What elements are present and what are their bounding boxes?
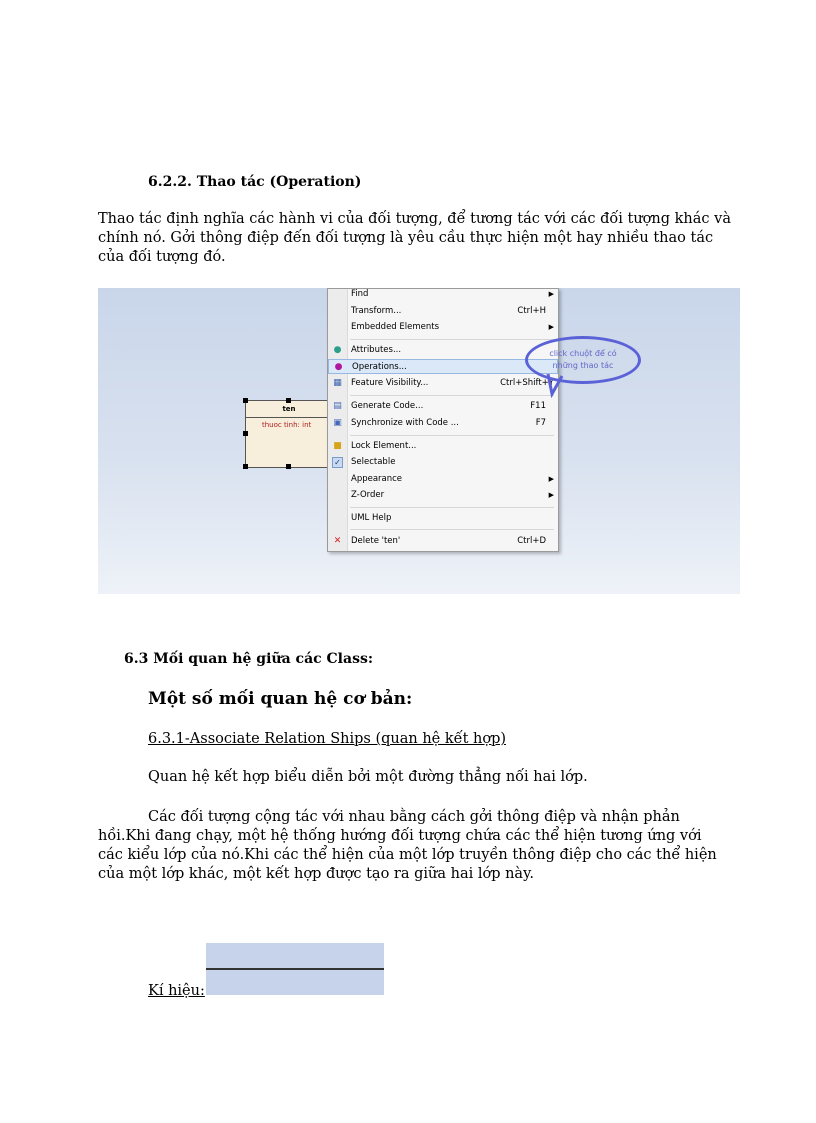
callout-line: click chuột để có <box>549 349 617 358</box>
menu-item-shortcut: F7 <box>535 418 546 428</box>
menu-item-z-order[interactable] <box>328 488 558 503</box>
menu-item-lock-element[interactable] <box>328 439 558 454</box>
menu-item-transform[interactable] <box>328 304 558 319</box>
menu-item-shortcut: F11 <box>530 401 546 411</box>
menu-item-feature-visibility[interactable] <box>328 376 558 391</box>
resize-handle <box>243 398 248 403</box>
symbol-label: Kí hiệu: <box>148 983 205 999</box>
collab-line: của một lớp khác, một kết hợp được tạo ra giữa hai lớp này. <box>98 866 534 882</box>
menu-item-embedded-elements[interactable] <box>328 320 558 335</box>
synchronize-icon: ▣ <box>333 418 342 428</box>
menu-item-label: Transform... <box>351 306 402 316</box>
collab-line: các kiểu lớp của nó.Khi các thể hiện của một lớp truyền thông điệp cho các thể hiện <box>98 847 717 863</box>
uml-class-box <box>245 400 333 468</box>
intro-line: của đối tượng đó. <box>98 249 226 265</box>
intro-paragraph <box>98 210 738 267</box>
menu-item-label: Lock Element... <box>351 441 417 451</box>
resize-handle <box>243 431 248 436</box>
callout-bubble <box>525 336 641 384</box>
menu-item-generate-code[interactable] <box>328 399 558 414</box>
attribute-icon: ● <box>333 345 342 355</box>
menu-item-attributes[interactable] <box>328 343 558 358</box>
menu-item-label: Z-Order <box>351 490 385 500</box>
menu-item-selectable[interactable] <box>328 455 558 470</box>
menu-item-label: Appearance <box>351 474 403 484</box>
submenu-arrow-icon: ▶ <box>548 290 554 298</box>
menu-item-appearance[interactable] <box>328 472 558 487</box>
feature-visibility-icon: ▦ <box>333 378 342 388</box>
menu-item-label: Feature Visibility... <box>351 378 429 388</box>
menu-item-shortcut: Ctrl+D <box>517 536 546 546</box>
resize-handle <box>286 464 291 469</box>
resize-handle <box>243 464 248 469</box>
collab-line: Các đối tượng cộng tác với nhau bằng cách gởi thông điệp và nhận phản <box>148 809 680 825</box>
callout-tail <box>546 374 566 398</box>
menu-item-label: Generate Code... <box>351 401 424 411</box>
submenu-arrow-icon: ▶ <box>548 491 554 499</box>
association-paragraph: Quan hệ kết hợp biểu diễn bởi một đường thẳng nối hai lớp. <box>148 769 588 785</box>
association-symbol <box>206 943 384 995</box>
delete-icon: ✕ <box>333 536 342 546</box>
menu-item-uml-help[interactable] <box>328 511 558 526</box>
intro-line: chính nó. Gởi thông điệp đến đối tượng là yêu cầu thực hiện một hay nhiều thao tác <box>98 230 714 246</box>
menu-item-label: Delete 'ten' <box>351 536 401 546</box>
section-heading-622: 6.2.2. Thao tác (Operation) <box>148 174 362 190</box>
menu-item-label: Attributes... <box>351 345 402 355</box>
section-heading-631: 6.3.1-Associate Relation Ships (quan hệ kết hợp) <box>148 731 507 747</box>
collab-line: hồi.Khi đang chạy, một hệ thống hướng đối tượng chứa các thể hiện tương ứng với <box>98 828 702 844</box>
generate-code-icon: ▤ <box>333 401 342 411</box>
callout-line: những thao tác <box>552 361 614 370</box>
menu-item-label: Embedded Elements <box>351 322 440 332</box>
section-heading-63: 6.3 Mối quan hệ giữa các Class: <box>124 651 373 667</box>
check-icon: ✓ <box>332 457 343 468</box>
class-attribute: thuoc tinh: int <box>262 421 312 429</box>
submenu-arrow-icon: ▶ <box>548 323 554 331</box>
collaboration-paragraph <box>98 808 718 884</box>
menu-item-operations[interactable] <box>328 359 558 374</box>
class-name: ten <box>246 401 332 418</box>
context-menu <box>327 288 559 552</box>
lock-icon: ■ <box>333 441 342 451</box>
menu-item-label: Synchronize with Code ... <box>351 418 459 428</box>
menu-item-delete[interactable] <box>328 534 558 549</box>
menu-item-label: Operations... <box>352 362 407 372</box>
menu-item-find[interactable] <box>328 288 558 302</box>
menu-item-label: UML Help <box>351 513 392 523</box>
context-menu-screenshot <box>98 288 740 594</box>
menu-item-label: Find <box>351 289 369 299</box>
association-line <box>206 968 384 970</box>
menu-item-label: Selectable <box>351 457 396 467</box>
resize-handle <box>286 398 291 403</box>
intro-line: Thao tác định nghĩa các hành vi của đối tượng, để tương tác với các đối tượng khác và <box>98 211 731 227</box>
subheading: Một số mối quan hệ cơ bản: <box>148 689 413 709</box>
menu-item-shortcut: Ctrl+H <box>517 306 546 316</box>
menu-item-shortcut: Ctrl+Shift+Y <box>500 378 554 388</box>
menu-item-synchronize[interactable] <box>328 416 558 431</box>
submenu-arrow-icon: ▶ <box>548 475 554 483</box>
operation-icon: ● <box>334 362 343 372</box>
